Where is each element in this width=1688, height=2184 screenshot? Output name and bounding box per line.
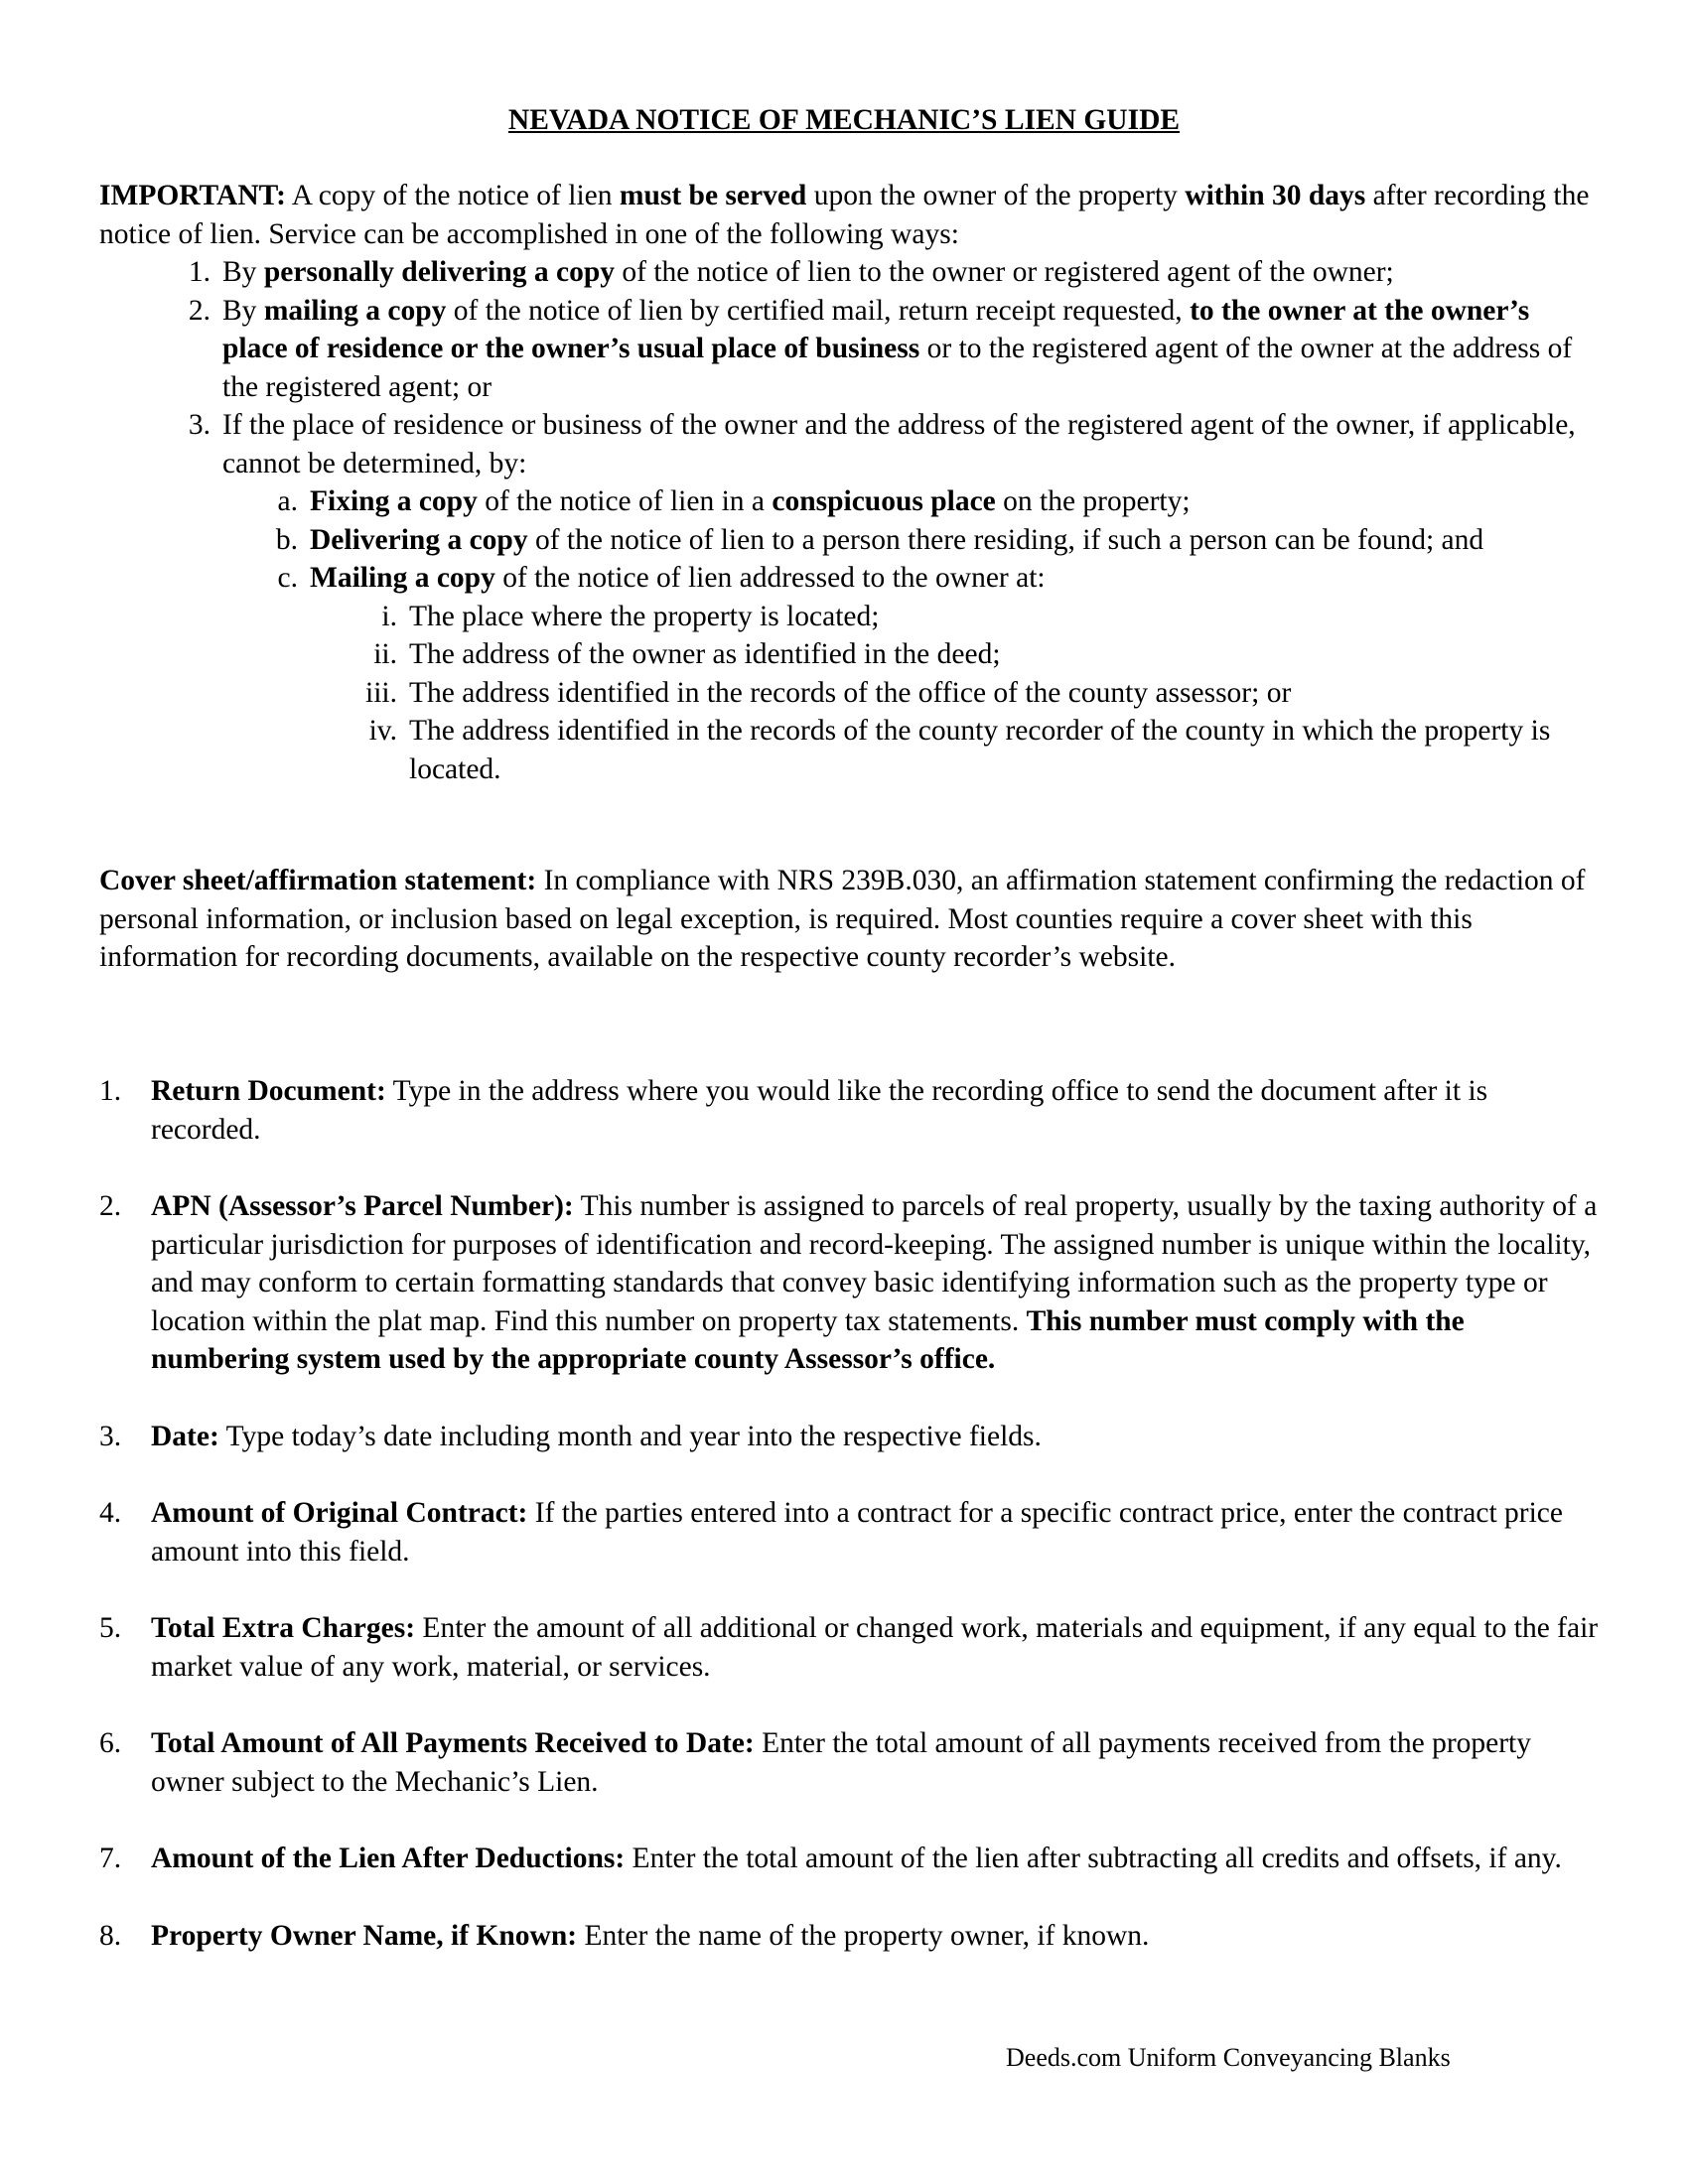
field-number: 6. [99, 1727, 122, 1759]
field-text: Enter the name of the property owner, if known. [577, 1919, 1150, 1952]
list-number: 3. [188, 409, 211, 441]
field-instruction-item [99, 1840, 1599, 1878]
field-label: Property Owner Name, if Known: [151, 1919, 578, 1952]
field-label: Total Extra Charges: [151, 1612, 416, 1644]
field-instruction-item [99, 1072, 1599, 1149]
important-text-1: A copy of the notice of lien [285, 180, 620, 211]
field-bold-note: This number must comply with the numbering system used by the appropriate county Assessor’s office. [151, 1304, 1465, 1375]
important-paragraph [99, 177, 1599, 253]
footer-credit: Deeds.com Uniform Conveyancing Blanks [1006, 2043, 1451, 2072]
list-bold: Fixing a copy [310, 485, 478, 517]
page-title: NEVADA NOTICE OF MECHANIC’S LIEN GUIDE [507, 104, 1181, 136]
list-text: of the notice of lien in a [477, 485, 773, 517]
sub-method-b [99, 521, 1599, 560]
service-method-2 [99, 292, 1599, 407]
sub-method-a [99, 482, 1599, 521]
field-text: Enter the total amount of the lien after subtracting all credits and offsets, if any. [625, 1843, 1562, 1874]
field-instructions [99, 1072, 1599, 1993]
important-section [99, 177, 1599, 788]
field-text: If the parties entered into a contract for a specific contract price, enter the contract price amount into this field. [151, 1497, 1563, 1568]
field-number: 3. [99, 1420, 122, 1452]
field-text: Enter the amount of all additional or changed work, materials and equipment, if any equal to the fair market value of any work, material, or services. [151, 1612, 1599, 1683]
list-letter: b. [275, 523, 298, 556]
service-method-3 [99, 406, 1599, 482]
field-instruction-item [99, 1917, 1599, 1956]
list-text: If the place of residence or business of the owner and the address of the registered agent of the owner, if applicable, cannot be determined, by: [222, 409, 1576, 479]
field-label: Return Document: [151, 1075, 386, 1107]
field-label: Amount of Original Contract: [151, 1497, 528, 1529]
list-number: 1. [188, 256, 211, 288]
field-label: Total Amount of All Payments Received to Date: [151, 1727, 755, 1759]
list-roman: iv. [368, 715, 397, 747]
list-bold: personally delivering a copy [263, 256, 615, 288]
list-text: The place where the property is located; [409, 600, 880, 632]
service-method-1 [99, 253, 1599, 292]
list-bold: Mailing a copy [310, 562, 495, 594]
important-text-2: upon the owner of the property [806, 180, 1186, 211]
list-letter: a. [277, 485, 298, 517]
address-option-iii [99, 674, 1599, 713]
list-text: on the property; [995, 485, 1191, 517]
important-bold-2: within 30 days [1185, 180, 1366, 211]
list-bold: to the owner at the owner’s place of residence or the owner’s usual place of business [222, 294, 1530, 364]
important-text-3: after recording the notice of lien. Service can be accomplished in one of the following ways: [99, 180, 1590, 250]
field-instruction-item [99, 1724, 1599, 1801]
field-text: Type today’s date including month and year into the respective fields. [218, 1420, 1042, 1452]
list-number: 2. [188, 294, 211, 327]
field-number: 4. [99, 1497, 122, 1529]
important-bold-1: must be served [619, 180, 807, 211]
sub-method-c [99, 559, 1599, 598]
field-instruction-item [99, 1418, 1599, 1456]
important-label: IMPORTANT: [99, 180, 286, 211]
list-text: The address identified in the records of the county recorder of the county in which the property is located. [409, 715, 1551, 785]
field-number: 7. [99, 1843, 122, 1874]
field-instruction-item [99, 1609, 1599, 1686]
field-instruction-item [99, 1187, 1599, 1379]
cover-label: Cover sheet/affirmation statement: [99, 865, 537, 896]
list-bold: Delivering a copy [310, 523, 528, 556]
list-roman: i. [381, 600, 397, 632]
list-text: of the notice of lien to the owner or registered agent of the owner; [615, 256, 1394, 288]
field-label: APN (Assessor’s Parcel Number): [151, 1190, 574, 1222]
list-text: By [222, 256, 264, 288]
field-number: 2. [99, 1190, 122, 1222]
cover-text: In compliance with NRS 239B.030, an affirmation statement confirming the redaction of personal information, or inclusion based on legal exception, is required. Most counties require a cover sheet with this information for recording documents, available on the respective county recorder’s website. [99, 865, 1586, 973]
field-label: Date: [151, 1420, 219, 1452]
field-number: 5. [99, 1612, 122, 1644]
list-text: of the notice of lien to a person there residing, if such a person can be found; and [527, 523, 1484, 556]
field-label: Amount of the Lien After Deductions: [151, 1843, 626, 1874]
list-bold: mailing a copy [263, 294, 447, 327]
field-text: Enter the total amount of all payments received from the property owner subject to the Mechanic’s Lien. [151, 1727, 1532, 1798]
list-letter: c. [277, 562, 298, 594]
address-option-i [99, 598, 1599, 636]
address-option-iv [99, 712, 1599, 788]
field-text: Type in the address where you would like the recording office to send the document after it is recorded. [151, 1075, 1488, 1146]
list-text: By [222, 294, 264, 327]
list-text: The address of the owner as identified in the deed; [409, 638, 1001, 670]
list-roman: iii. [365, 676, 397, 709]
cover-sheet-section [99, 862, 1599, 977]
list-text: of the notice of lien addressed to the owner at: [494, 562, 1046, 594]
address-option-ii [99, 635, 1599, 674]
list-text: or to the registered agent of the owner at the address of the registered agent; or [222, 333, 1573, 403]
field-number: 8. [99, 1919, 122, 1952]
list-text: The address identified in the records of the office of the county assessor; or [409, 676, 1292, 709]
field-instruction-item [99, 1494, 1599, 1570]
list-text: of the notice of lien by certified mail, return receipt requested, [446, 294, 1191, 327]
field-number: 1. [99, 1075, 122, 1107]
field-text: This number is assigned to parcels of real property, usually by the taxing authority of a particular jurisdiction for purposes of identification and record-keeping. The assigned number is unique within the locality, and may conform to certain formatting standards that convey basic identifying information such as the property type or location within the plat map. Find this number on property tax statements. [151, 1190, 1598, 1337]
list-bold: conspicuous place [772, 485, 996, 517]
list-roman: ii. [373, 638, 397, 670]
